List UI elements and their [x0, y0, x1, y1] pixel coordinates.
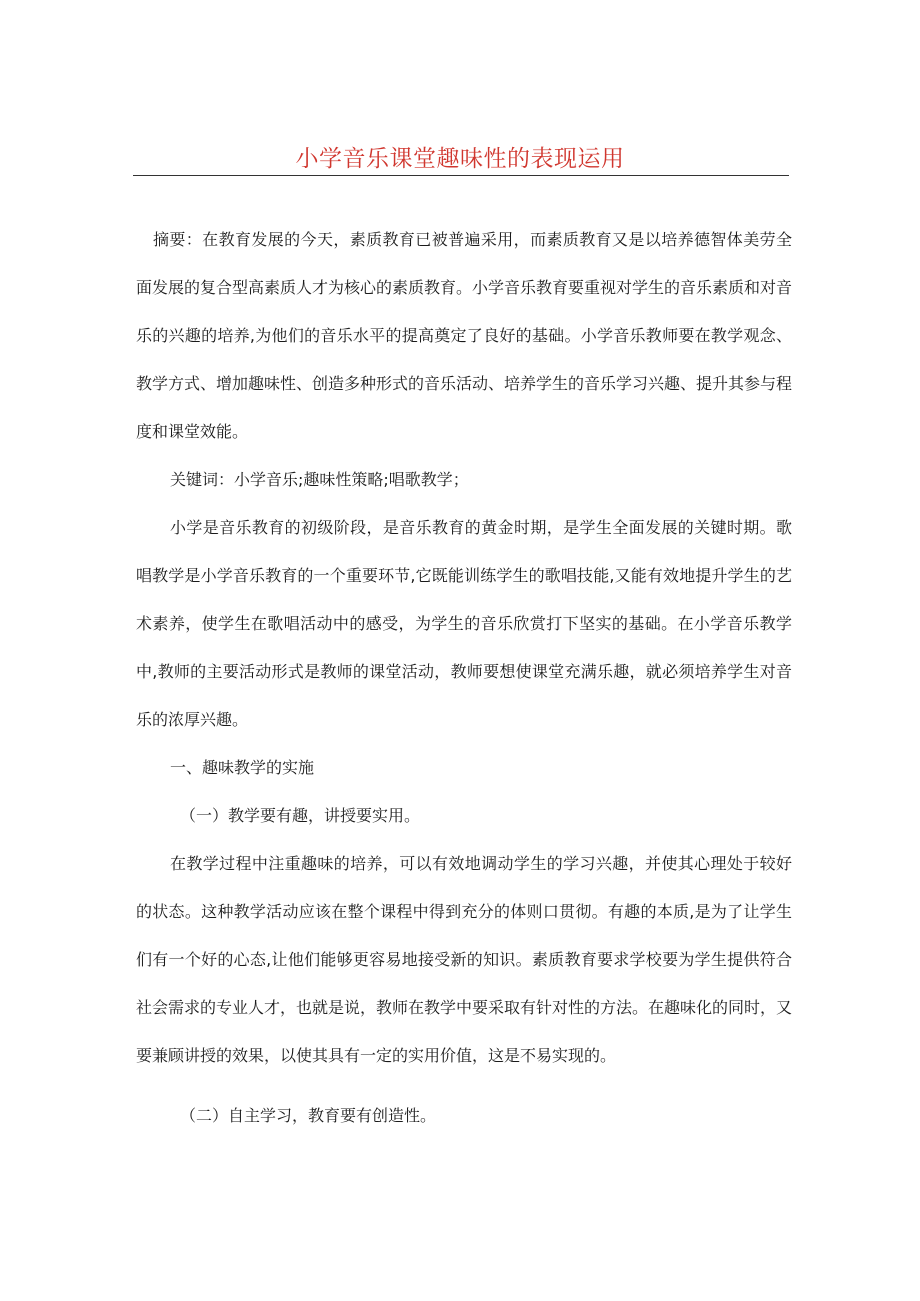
title-underline — [133, 175, 789, 176]
section-heading-1: 一、趣味教学的实施 — [170, 758, 315, 777]
subsection-heading-2: （二）自主学习，教育要有创造性。 — [180, 1106, 437, 1125]
abstract-paragraph: 摘要：在教育发展的今天，素质教育已被普遍采用，而素质教育又是以培养德智体美劳全面发展的复合型高素质人才为核心的素质教育。小学音乐教育要重视对学生的音乐素质和对音乐的兴趣的培养,为他们的音乐水平的提高奠定了良好的基础。小学音乐教师要在教学观念、教学方式、增加趣味性、创造多种形式的音乐活动、培养学生的音乐学习兴趣、提升其参与程度和课堂效能。 — [136, 230, 793, 441]
body-paragraph-1: 在教学过程中注重趣味的培养，可以有效地调动学生的学习兴趣，并使其心理处于较好的状态。这种教学活动应该在整个课程中得到充分的体则口贯彻。有趣的本质,是为了让学生们有一个好的心态,让他们能够更容易地接受新的知识。素质教育要求学校要为学生提供符合社会需求的专业人才，也就是说，教师在教学中要采取有针对性的方法。在趣味化的同时，又要兼顾讲授的效果，以使其具有一定的实用价值，这是不易实现的。 — [136, 854, 793, 1065]
keywords-line: 关键词：小学音乐;趣味性策略;唱歌教学； — [170, 470, 469, 489]
subsection-heading-1: （一）教学要有趣，讲授要实用。 — [180, 806, 421, 825]
document-title: 小学音乐课堂趣味性的表现运用 — [295, 146, 625, 172]
intro-paragraph: 小学是音乐教育的初级阶段，是音乐教育的黄金时期，是学生全面发展的关键时期。歌唱教学是小学音乐教育的一个重要环节,它既能训练学生的歌唱技能,又能有效地提升学生的艺术素养，使学生在歌唱活动中的感受，为学生的音乐欣赏打下坚实的基础。在小学音乐教学中,教师的主要活动形式是教师的课堂活动，教师要想使课堂充满乐趣，就必须培养学生对音乐的浓厚兴趣。 — [136, 518, 792, 729]
